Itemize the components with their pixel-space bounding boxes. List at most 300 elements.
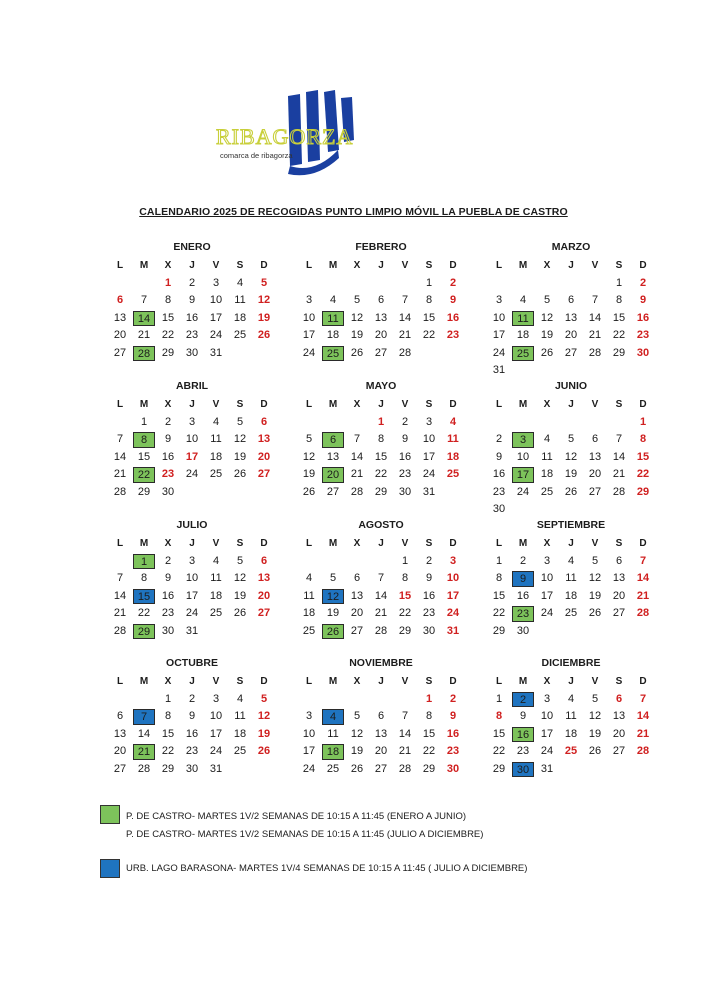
weekday-header: M: [518, 676, 528, 687]
day-cell: 13: [257, 572, 271, 584]
day-cell: 12: [350, 311, 364, 324]
month-name: MARZO: [551, 241, 591, 253]
month-noviembre: [297, 656, 465, 778]
weekday-header: S: [425, 399, 433, 410]
day-cell: 12: [302, 450, 316, 463]
weekday-header: X: [164, 260, 172, 271]
weekday-header: S: [236, 676, 244, 687]
day-cell: 28: [398, 762, 412, 775]
weekday-header: X: [164, 538, 172, 549]
day-cell: 11: [327, 727, 339, 740]
month-days-grid: [108, 673, 276, 778]
weekday-header: J: [378, 676, 384, 687]
day-cell: 14: [113, 589, 127, 602]
day-cell: 4: [212, 554, 220, 567]
day-cell: 17: [446, 589, 460, 602]
empty-cell: [109, 692, 131, 708]
day-cell: 24: [209, 745, 223, 757]
weekday-header: X: [353, 538, 361, 549]
day-cell: 5: [329, 572, 337, 584]
weekday-header: S: [236, 260, 244, 271]
day-cell: 31: [209, 762, 223, 775]
day-cell: 26: [350, 346, 364, 359]
day-cell: 15: [422, 311, 436, 324]
day-cell: 28: [398, 346, 412, 359]
day-cell: 8: [615, 294, 623, 306]
day-cell: 16: [492, 468, 506, 480]
day-cell: 22: [422, 329, 436, 341]
weekday-header: V: [212, 399, 220, 410]
weekday-header: X: [353, 399, 361, 410]
day-cell: 31: [209, 346, 223, 359]
day-cell: 22: [137, 607, 151, 619]
day-cell: 4: [329, 294, 337, 306]
day-cell: 10: [209, 710, 223, 722]
day-cell: 21: [374, 607, 388, 619]
day-cell: 11: [210, 572, 222, 584]
day-cell: 14: [636, 710, 650, 722]
day-cell: 29: [422, 762, 436, 775]
weekday-header: J: [568, 676, 574, 687]
month-days-grid: [108, 257, 276, 362]
day-cell: 5: [591, 692, 599, 705]
day-cell: 12: [540, 311, 554, 324]
day-cell: 6: [260, 554, 268, 567]
day-cell: 19: [350, 745, 364, 757]
empty-cell: [109, 415, 131, 431]
month-febrero: [297, 240, 465, 362]
day-cell: 12: [350, 727, 364, 740]
weekday-header: D: [260, 676, 268, 687]
day-cell: 9: [519, 710, 527, 722]
day-cell: 5: [260, 692, 268, 705]
day-cell: 5: [353, 294, 361, 306]
day-cell: 25: [326, 762, 340, 775]
collection-day-green: 28: [133, 346, 155, 362]
day-cell: 21: [137, 329, 151, 341]
weekday-header: X: [543, 260, 551, 271]
day-cell: 26: [257, 329, 271, 341]
day-cell: 7: [615, 433, 623, 445]
weekday-header: J: [568, 538, 574, 549]
weekday-header: V: [212, 676, 220, 687]
day-cell: 23: [398, 468, 412, 480]
day-cell: 5: [591, 554, 599, 567]
month-name: ABRIL: [175, 380, 209, 392]
day-cell: 11: [565, 710, 577, 722]
weekday-header: D: [260, 538, 268, 549]
day-cell: 13: [113, 727, 127, 740]
weekday-header: M: [139, 399, 149, 410]
day-cell: 18: [446, 450, 460, 463]
empty-cell: [322, 554, 344, 570]
weekday-header: D: [639, 399, 647, 410]
day-cell: 2: [495, 433, 503, 445]
weekday-header: S: [425, 676, 433, 687]
day-cell: 3: [305, 710, 313, 722]
day-cell: 28: [588, 346, 602, 359]
collection-day-green: 16: [512, 727, 534, 743]
empty-cell: [394, 692, 416, 708]
day-cell: 20: [612, 589, 626, 602]
day-cell: 4: [305, 572, 313, 584]
day-cell: 31: [446, 624, 460, 637]
month-name: OCTUBRE: [166, 657, 218, 669]
day-cell: 14: [374, 589, 388, 602]
day-cell: 7: [591, 294, 599, 306]
weekday-header: L: [305, 399, 313, 410]
weekday-header: M: [518, 538, 528, 549]
weekday-header: L: [116, 399, 124, 410]
weekday-header: D: [260, 260, 268, 271]
day-cell: 2: [449, 692, 457, 705]
empty-cell: [346, 554, 368, 570]
day-cell: 27: [257, 468, 271, 480]
day-cell: 30: [161, 485, 175, 498]
day-cell: 29: [161, 346, 175, 359]
day-cell: 18: [516, 329, 530, 341]
day-cell: 8: [140, 572, 148, 584]
day-cell: 26: [588, 745, 602, 757]
day-cell: 20: [113, 745, 127, 757]
day-cell: 3: [449, 554, 457, 567]
day-cell: 9: [164, 572, 172, 584]
day-cell: 22: [612, 329, 626, 341]
weekday-header: L: [495, 399, 503, 410]
day-cell: 22: [398, 607, 412, 619]
day-cell: 4: [543, 433, 551, 445]
day-cell: 22: [636, 468, 650, 480]
day-cell: 19: [540, 329, 554, 341]
day-cell: 28: [113, 485, 127, 498]
collection-day-green: 11: [512, 311, 534, 327]
legend-green-swatch: [100, 805, 120, 824]
weekday-header: X: [543, 676, 551, 687]
weekday-header: M: [328, 538, 338, 549]
collection-day-green: 23: [512, 606, 534, 622]
day-cell: 1: [425, 276, 433, 289]
weekday-header: V: [401, 260, 409, 271]
day-cell: 5: [260, 276, 268, 289]
day-cell: 30: [516, 624, 530, 637]
weekday-header: J: [378, 399, 384, 410]
weekday-header: S: [615, 676, 623, 687]
weekday-header: D: [639, 538, 647, 549]
day-cell: 19: [588, 589, 602, 602]
month-days-grid: [487, 396, 655, 519]
day-cell: 11: [447, 433, 459, 445]
day-cell: 26: [233, 468, 247, 480]
day-cell: 21: [636, 727, 650, 740]
day-cell: 2: [164, 415, 172, 428]
weekday-header: L: [116, 538, 124, 549]
day-cell: 8: [401, 572, 409, 584]
day-cell: 25: [446, 468, 460, 480]
collection-day-green: 21: [133, 744, 155, 760]
legend-blue-swatch: [100, 859, 120, 878]
day-cell: 27: [564, 346, 578, 359]
day-cell: 23: [516, 745, 530, 757]
month-days-grid: [108, 535, 276, 640]
weekday-header: J: [189, 260, 195, 271]
day-cell: 4: [519, 294, 527, 306]
day-cell: 18: [209, 589, 223, 602]
day-cell: 29: [161, 762, 175, 775]
day-cell: 2: [639, 276, 647, 289]
day-cell: 13: [612, 710, 626, 722]
empty-cell: [370, 276, 392, 292]
day-cell: 25: [302, 624, 316, 637]
day-cell: 20: [564, 329, 578, 341]
collection-day-green: 17: [512, 467, 534, 483]
weekday-header: D: [449, 399, 457, 410]
day-cell: 17: [540, 589, 554, 602]
day-cell: 4: [236, 276, 244, 289]
day-cell: 16: [446, 311, 460, 324]
day-cell: 10: [185, 572, 199, 584]
collection-day-green: 22: [133, 467, 155, 483]
collection-day-green: 18: [322, 744, 344, 760]
page-title: CALENDARIO 2025 DE RECOGIDAS PUNTO LIMPIO MÓVIL LA PUEBLA DE CASTRO: [139, 206, 568, 218]
day-cell: 6: [116, 710, 124, 722]
day-cell: 26: [540, 346, 554, 359]
day-cell: 6: [615, 554, 623, 567]
collection-day-blue: 30: [512, 762, 534, 778]
weekday-header: V: [212, 538, 220, 549]
weekday-header: V: [212, 260, 220, 271]
day-cell: 25: [233, 329, 247, 341]
weekday-header: S: [236, 538, 244, 549]
weekday-header: D: [449, 676, 457, 687]
day-cell: 26: [302, 485, 316, 498]
day-cell: 8: [425, 710, 433, 722]
weekday-header: D: [639, 676, 647, 687]
collection-day-green: 6: [322, 432, 344, 448]
day-cell: 5: [567, 433, 575, 445]
day-cell: 17: [185, 450, 199, 463]
month-octubre: [108, 656, 276, 778]
weekday-header: S: [615, 399, 623, 410]
day-cell: 24: [540, 607, 554, 619]
empty-cell: [394, 276, 416, 292]
day-cell: 7: [639, 692, 647, 705]
weekday-header: X: [353, 260, 361, 271]
day-cell: 7: [140, 294, 148, 306]
day-cell: 23: [185, 329, 199, 341]
weekday-header: S: [425, 538, 433, 549]
day-cell: 9: [449, 294, 457, 306]
day-cell: 16: [422, 589, 436, 602]
day-cell: 12: [588, 710, 602, 722]
day-cell: 9: [188, 710, 196, 722]
weekday-header: J: [189, 538, 195, 549]
day-cell: 3: [212, 692, 220, 705]
day-cell: 6: [377, 294, 385, 306]
day-cell: 19: [257, 727, 271, 740]
day-cell: 19: [588, 727, 602, 740]
day-cell: 7: [116, 572, 124, 584]
day-cell: 27: [326, 485, 340, 498]
day-cell: 27: [350, 624, 364, 637]
empty-cell: [488, 276, 510, 292]
day-cell: 9: [164, 433, 172, 445]
weekday-header: M: [139, 676, 149, 687]
empty-cell: [346, 276, 368, 292]
collection-day-green: 11: [322, 311, 344, 327]
empty-cell: [298, 415, 320, 431]
day-cell: 11: [541, 450, 553, 463]
day-cell: 11: [234, 294, 246, 306]
day-cell: 9: [449, 710, 457, 722]
day-cell: 19: [302, 468, 316, 480]
day-cell: 15: [137, 450, 151, 463]
month-name: JULIO: [176, 519, 208, 531]
day-cell: 16: [446, 727, 460, 740]
day-cell: 31: [540, 762, 554, 775]
svg-text:RIBAGORZA: RIBAGORZA: [216, 124, 354, 149]
day-cell: 7: [639, 554, 647, 567]
day-cell: 13: [374, 727, 388, 740]
svg-text:comarca de ribagorza: comarca de ribagorza: [220, 151, 293, 160]
day-cell: 12: [233, 572, 247, 584]
month-days-grid: [297, 535, 465, 640]
day-cell: 21: [113, 607, 127, 619]
day-cell: 26: [233, 607, 247, 619]
weekday-header: V: [591, 260, 599, 271]
day-cell: 6: [353, 572, 361, 584]
day-cell: 13: [350, 589, 364, 602]
month-name: FEBRERO: [355, 241, 407, 253]
day-cell: 1: [615, 276, 623, 289]
day-cell: 4: [212, 415, 220, 428]
day-cell: 1: [164, 692, 172, 705]
empty-cell: [109, 554, 131, 570]
collection-day-green: 14: [133, 311, 155, 327]
month-diciembre: [487, 656, 655, 778]
day-cell: 29: [492, 624, 506, 637]
day-cell: 2: [449, 276, 457, 289]
weekday-header: V: [591, 399, 599, 410]
day-cell: 20: [588, 468, 602, 480]
month-agosto: [297, 518, 465, 640]
day-cell: 2: [401, 415, 409, 428]
day-cell: 24: [185, 468, 199, 480]
day-cell: 18: [326, 329, 340, 341]
day-cell: 4: [567, 554, 575, 567]
day-cell: 15: [374, 450, 388, 463]
day-cell: 1: [164, 276, 172, 289]
day-cell: 5: [353, 710, 361, 722]
day-cell: 25: [540, 485, 554, 498]
day-cell: 12: [233, 433, 247, 445]
legend-blue-line: URB. LAGO BARASONA- MARTES 1V/4 SEMANAS DE 10:15 A 11:45 ( JULIO A DICIEMBRE): [126, 863, 528, 874]
day-cell: 30: [185, 762, 199, 775]
day-cell: 10: [446, 572, 460, 584]
weekday-header: V: [591, 676, 599, 687]
day-cell: 19: [350, 329, 364, 341]
day-cell: 19: [564, 468, 578, 480]
collection-day-blue: 4: [322, 709, 344, 725]
day-cell: 3: [543, 692, 551, 705]
day-cell: 20: [612, 727, 626, 740]
weekday-header: L: [495, 676, 503, 687]
weekday-header: D: [639, 260, 647, 271]
month-days-grid: [297, 257, 465, 362]
weekday-header: L: [305, 538, 313, 549]
weekday-header: L: [495, 260, 503, 271]
weekday-header: M: [518, 260, 528, 271]
day-cell: 10: [540, 572, 554, 584]
day-cell: 17: [209, 311, 223, 324]
weekday-header: V: [591, 538, 599, 549]
day-cell: 29: [612, 346, 626, 359]
day-cell: 7: [377, 572, 385, 584]
day-cell: 17: [492, 329, 506, 341]
weekday-header: L: [116, 676, 124, 687]
collection-day-green: 20: [322, 467, 344, 483]
day-cell: 27: [612, 745, 626, 757]
weekday-header: L: [116, 260, 124, 271]
empty-cell: [133, 692, 155, 708]
day-cell: 1: [495, 554, 503, 567]
day-cell: 19: [233, 589, 247, 602]
empty-cell: [512, 415, 534, 431]
day-cell: 10: [540, 710, 554, 722]
day-cell: 24: [516, 485, 530, 498]
day-cell: 10: [516, 450, 530, 463]
day-cell: 18: [564, 727, 578, 740]
weekday-header: J: [378, 538, 384, 549]
day-cell: 19: [326, 607, 340, 619]
day-cell: 10: [492, 311, 506, 324]
day-cell: 1: [495, 692, 503, 705]
collection-day-green: 3: [512, 432, 534, 448]
day-cell: 30: [185, 346, 199, 359]
day-cell: 9: [495, 450, 503, 463]
empty-cell: [322, 415, 344, 431]
day-cell: 16: [398, 450, 412, 463]
day-cell: 9: [401, 433, 409, 445]
day-cell: 20: [257, 450, 271, 463]
weekday-header: S: [236, 399, 244, 410]
day-cell: 27: [257, 607, 271, 619]
day-cell: 11: [210, 433, 222, 445]
empty-cell: [322, 276, 344, 292]
day-cell: 6: [567, 294, 575, 306]
day-cell: 13: [113, 311, 127, 324]
weekday-header: M: [328, 399, 338, 410]
day-cell: 31: [185, 624, 199, 637]
day-cell: 20: [113, 329, 127, 341]
day-cell: 19: [257, 311, 271, 324]
day-cell: 21: [636, 589, 650, 602]
day-cell: 8: [639, 433, 647, 445]
day-cell: 8: [425, 294, 433, 306]
day-cell: 1: [639, 415, 647, 428]
month-days-grid: [487, 257, 655, 380]
ribagorza-logo-icon: [210, 88, 380, 180]
day-cell: 2: [188, 692, 196, 705]
month-name: AGOSTO: [358, 519, 404, 531]
month-marzo: [487, 240, 655, 380]
collection-day-blue: 12: [322, 589, 344, 605]
day-cell: 13: [257, 433, 271, 445]
day-cell: 28: [374, 624, 388, 637]
day-cell: 1: [425, 692, 433, 705]
month-days-grid: [108, 396, 276, 501]
day-cell: 15: [398, 589, 412, 602]
empty-cell: [536, 415, 558, 431]
